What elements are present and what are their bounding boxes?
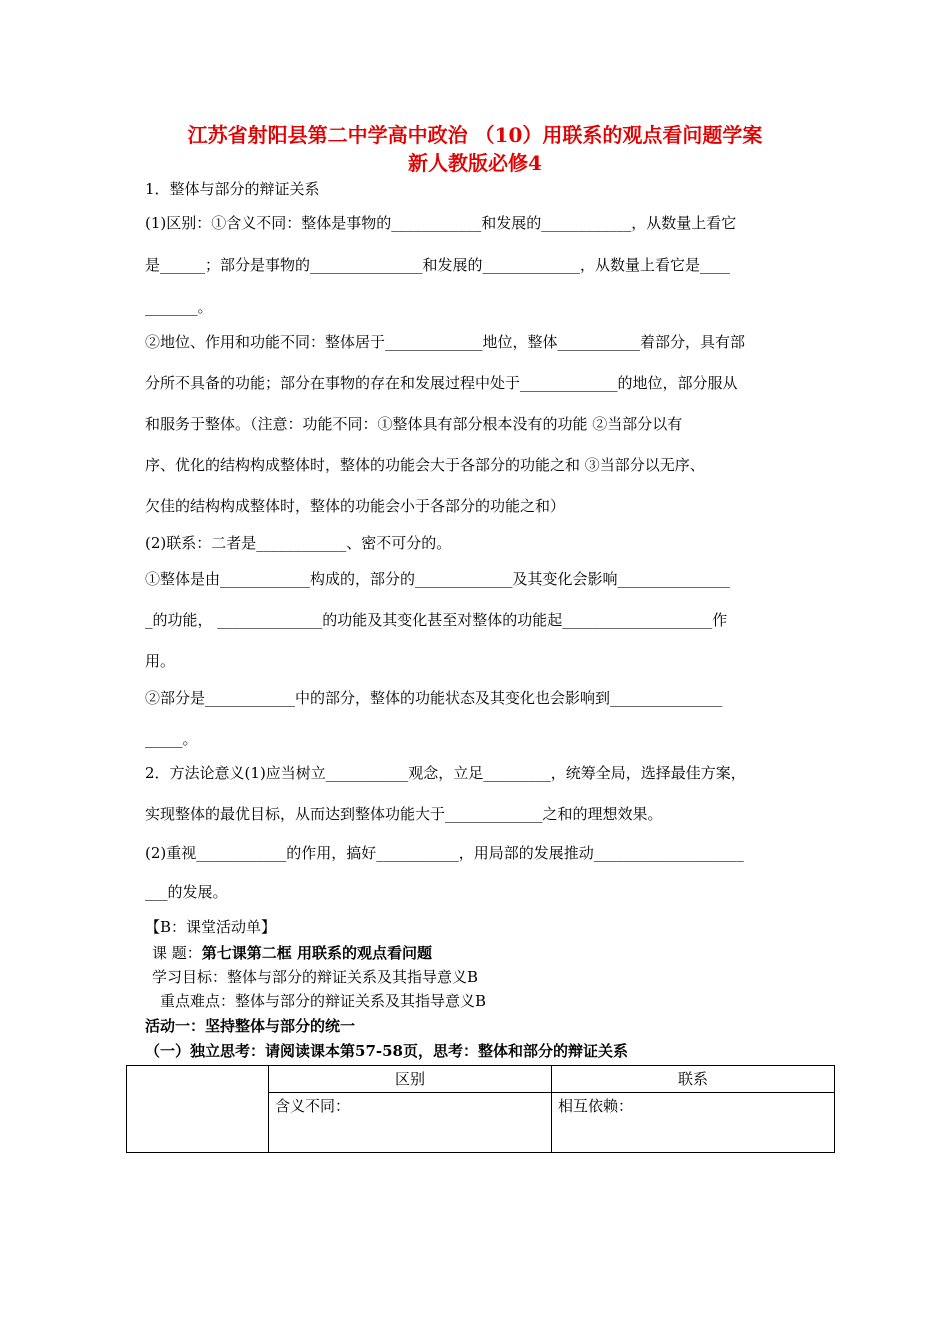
text-line: _______。 [145,298,213,316]
text-line: ②部分是____________中的部分，整体的功能状态及其变化也会影响到_______________ [145,689,723,707]
topic-value: 第七课第二框 用联系的观点看问题 [201,944,433,962]
table-row-label-cell [127,1066,269,1153]
relation-table [126,1065,835,1153]
task-heading: （一）独立思考：请阅读课本第57-58页，思考：整体和部分的辩证关系 [145,1042,628,1060]
topic-label: 课 题： [152,944,202,962]
text-line: ①整体是由____________构成的，部分的_____________及其变化会影响_______________ [145,570,731,588]
section-b-header: 【B：课堂活动单】 [145,918,277,936]
topic-line [152,943,432,963]
table-header-diff: 区别 [269,1066,552,1093]
text-line: ②地位、作用和功能不同：整体居于_____________地位，整体___________着部分，具有部 [145,333,746,351]
section-heading-1: 1．整体与部分的辩证关系 [145,180,320,198]
text-line: ___的发展。 [145,883,228,901]
key-difficulty: 重点难点：整体与部分的辩证关系及其指导意义B [160,992,487,1010]
document-title-line1: 江苏省射阳县第二中学高中政治 （10）用联系的观点看问题学案 [187,123,763,147]
table-header-row [127,1066,835,1093]
text-line: 是______；部分是事物的_______________和发展的_____________，从数量上看它是____ [145,256,731,274]
table-header-link: 联系 [552,1066,835,1093]
document-title-line2: 新人教版必修4 [408,151,542,175]
text-line: (2)重视____________的作用，搞好___________，用局部的发展推动____________________ [145,844,744,862]
activity-heading: 活动一：坚持整体与部分的统一 [145,1017,356,1035]
text-line: 用。 [145,652,176,670]
text-line: 实现整体的最优目标，从而达到整体功能大于_____________之和的理想效果。 [145,805,663,823]
text-line: 欠佳的结构构成整体时，整体的功能会小于各部分的功能之和） [145,497,566,515]
text-line: 和服务于整体。（注意：功能不同：①整体具有部分根本没有的功能 ②当部分以有 [145,415,683,433]
text-line: _的功能， ______________的功能及其变化甚至对整体的功能起____________________作 [145,611,728,629]
section-heading-2: 2．方法论意义(1)应当树立___________观念，立足_________，统筹全局，选择最佳方案， [145,764,746,782]
table-cell-link: 相互依赖： [552,1093,835,1153]
text-line: _____。 [145,730,198,748]
text-line: 分所不具备的功能；部分在事物的存在和发展过程中处于_____________的地位，部分服从 [145,374,738,392]
learning-goal: 学习目标：整体与部分的辩证关系及其指导意义B [152,968,479,986]
text-line: (1)区别：①含义不同：整体是事物的____________和发展的____________，从数量上看它 [145,214,737,232]
table-cell-diff: 含义不同： [269,1093,552,1153]
text-line: (2)联系：二者是____________、密不可分的。 [145,534,452,552]
text-line: 序、优化的结构构成整体时，整体的功能会大于各部分的功能之和 ③当部分以无序、 [145,456,705,474]
